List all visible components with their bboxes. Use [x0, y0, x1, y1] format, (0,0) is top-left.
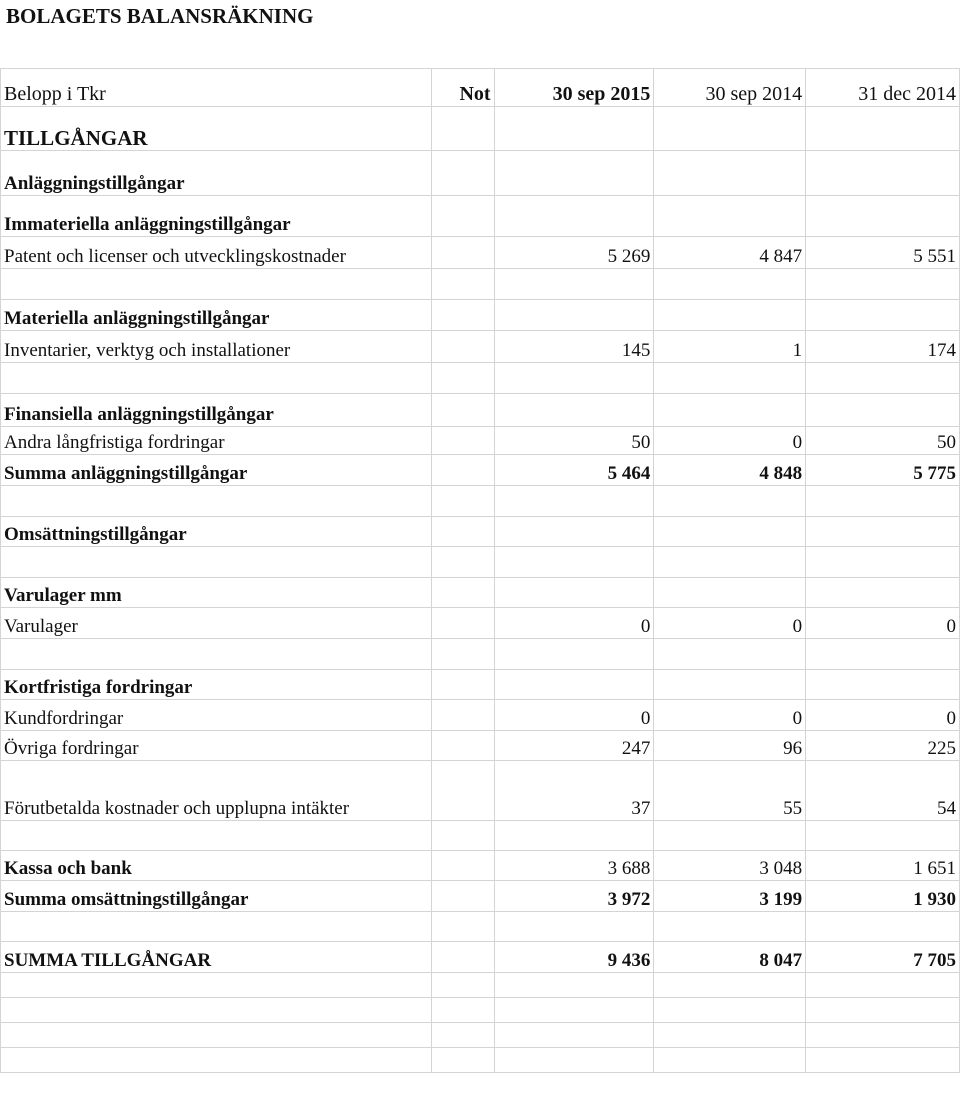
- row-label: [1, 821, 432, 851]
- value-30-sep-2014: 0: [654, 608, 806, 639]
- value-30-sep-2014: 0: [654, 427, 806, 455]
- value-30-sep-2015: [494, 547, 654, 578]
- value-30-sep-2015: [494, 269, 654, 300]
- header-row: [1, 69, 960, 107]
- note-cell: [431, 973, 494, 998]
- row-label: [1, 1048, 432, 1073]
- value-30-sep-2014: [654, 196, 806, 237]
- value-30-sep-2014: [654, 998, 806, 1023]
- value-31-dec-2014: [806, 578, 960, 608]
- value-31-dec-2014: 174: [806, 331, 960, 363]
- value-30-sep-2014: [654, 1023, 806, 1048]
- value-30-sep-2015: 247: [494, 731, 654, 761]
- note-cell: [431, 998, 494, 1023]
- value-31-dec-2014: 50: [806, 427, 960, 455]
- note-cell: [431, 731, 494, 761]
- note-cell: [431, 912, 494, 942]
- value-30-sep-2015: [494, 107, 654, 151]
- page-title: BOLAGETS BALANSRÄKNING: [6, 4, 314, 28]
- section-heading-row: [1, 394, 960, 427]
- row-label: Anläggningstillgångar: [1, 151, 432, 196]
- value-30-sep-2014: 3 048: [654, 851, 806, 881]
- header-col-31-dec-2014: 31 dec 2014: [806, 69, 960, 107]
- blank-row: [1, 269, 960, 300]
- value-30-sep-2015: [494, 639, 654, 670]
- row-label: [1, 639, 432, 670]
- value-31-dec-2014: [806, 269, 960, 300]
- value-30-sep-2015: 145: [494, 331, 654, 363]
- value-30-sep-2014: [654, 517, 806, 547]
- section-heading-row: [1, 578, 960, 608]
- value-30-sep-2015: 37: [494, 761, 654, 821]
- value-30-sep-2015: [494, 196, 654, 237]
- value-30-sep-2015: [494, 151, 654, 196]
- blank-row: [1, 639, 960, 670]
- blank-row: [1, 821, 960, 851]
- row-label: Övriga fordringar: [1, 731, 432, 761]
- total-row: [1, 942, 960, 973]
- note-cell: [431, 107, 494, 151]
- value-30-sep-2014: [654, 973, 806, 998]
- value-30-sep-2014: 0: [654, 700, 806, 731]
- value-31-dec-2014: [806, 151, 960, 196]
- note-cell: [431, 851, 494, 881]
- row-label: SUMMA TILLGÅNGAR: [1, 942, 432, 973]
- section-heading-row: [1, 107, 960, 151]
- row-label: Summa omsättningstillgångar: [1, 881, 432, 912]
- header-note: Not: [431, 69, 494, 107]
- row-label: [1, 547, 432, 578]
- note-cell: [431, 363, 494, 394]
- note-cell: [431, 237, 494, 269]
- note-cell: [431, 517, 494, 547]
- row-label: [1, 269, 432, 300]
- balance-sheet-body: [1, 69, 960, 1073]
- value-31-dec-2014: 0: [806, 608, 960, 639]
- value-30-sep-2015: [494, 578, 654, 608]
- value-30-sep-2014: [654, 639, 806, 670]
- value-30-sep-2014: [654, 912, 806, 942]
- value-31-dec-2014: [806, 486, 960, 517]
- value-30-sep-2015: [494, 363, 654, 394]
- row-label: [1, 998, 432, 1023]
- blank-row: [1, 547, 960, 578]
- value-30-sep-2014: 96: [654, 731, 806, 761]
- row-label: Immateriella anläggningstillgångar: [1, 196, 432, 237]
- value-30-sep-2015: 0: [494, 700, 654, 731]
- note-cell: [431, 331, 494, 363]
- row-label: [1, 363, 432, 394]
- value-30-sep-2015: [494, 300, 654, 331]
- value-31-dec-2014: 5 551: [806, 237, 960, 269]
- value-30-sep-2015: [494, 394, 654, 427]
- note-cell: [431, 486, 494, 517]
- value-31-dec-2014: 54: [806, 761, 960, 821]
- value-30-sep-2015: 50: [494, 427, 654, 455]
- value-30-sep-2014: [654, 151, 806, 196]
- value-30-sep-2015: 5 269: [494, 237, 654, 269]
- value-31-dec-2014: [806, 1023, 960, 1048]
- balance-sheet-table: [0, 68, 960, 1073]
- row-label: [1, 912, 432, 942]
- value-30-sep-2015: [494, 517, 654, 547]
- value-30-sep-2014: [654, 394, 806, 427]
- row-label: Kortfristiga fordringar: [1, 670, 432, 700]
- note-cell: [431, 821, 494, 851]
- note-cell: [431, 394, 494, 427]
- line-item-row: [1, 427, 960, 455]
- note-cell: [431, 578, 494, 608]
- row-label: [1, 973, 432, 998]
- line-item-row: [1, 608, 960, 639]
- value-31-dec-2014: [806, 363, 960, 394]
- value-31-dec-2014: [806, 394, 960, 427]
- value-30-sep-2014: 1: [654, 331, 806, 363]
- row-label: Finansiella anläggningstillgångar: [1, 394, 432, 427]
- section-heading-row: [1, 151, 960, 196]
- value-30-sep-2014: [654, 670, 806, 700]
- total-row: [1, 851, 960, 881]
- value-30-sep-2015: 3 688: [494, 851, 654, 881]
- value-30-sep-2014: [654, 363, 806, 394]
- value-30-sep-2015: [494, 1023, 654, 1048]
- value-31-dec-2014: [806, 547, 960, 578]
- value-30-sep-2014: 3 199: [654, 881, 806, 912]
- value-31-dec-2014: [806, 196, 960, 237]
- row-label: [1, 486, 432, 517]
- value-30-sep-2014: 4 847: [654, 237, 806, 269]
- header-amount-label: Belopp i Tkr: [1, 69, 432, 107]
- value-30-sep-2014: 55: [654, 761, 806, 821]
- note-cell: [431, 196, 494, 237]
- value-30-sep-2015: 0: [494, 608, 654, 639]
- blank-row: [1, 1023, 960, 1048]
- value-30-sep-2015: [494, 973, 654, 998]
- value-31-dec-2014: [806, 670, 960, 700]
- value-30-sep-2015: [494, 1048, 654, 1073]
- value-30-sep-2014: [654, 269, 806, 300]
- value-30-sep-2015: [494, 670, 654, 700]
- value-31-dec-2014: [806, 912, 960, 942]
- value-30-sep-2014: 8 047: [654, 942, 806, 973]
- blank-row: [1, 363, 960, 394]
- line-item-row: [1, 237, 960, 269]
- value-31-dec-2014: [806, 639, 960, 670]
- note-cell: [431, 670, 494, 700]
- value-30-sep-2014: 4 848: [654, 455, 806, 486]
- value-30-sep-2015: 9 436: [494, 942, 654, 973]
- value-31-dec-2014: 1 651: [806, 851, 960, 881]
- value-30-sep-2014: [654, 107, 806, 151]
- row-label: Summa anläggningstillgångar: [1, 455, 432, 486]
- note-cell: [431, 455, 494, 486]
- section-heading-row: [1, 300, 960, 331]
- blank-row: [1, 1048, 960, 1073]
- value-31-dec-2014: [806, 300, 960, 331]
- value-30-sep-2014: [654, 300, 806, 331]
- note-cell: [431, 427, 494, 455]
- note-cell: [431, 151, 494, 196]
- value-30-sep-2014: [654, 486, 806, 517]
- value-31-dec-2014: [806, 821, 960, 851]
- row-label: Omsättningstillgångar: [1, 517, 432, 547]
- value-31-dec-2014: [806, 1048, 960, 1073]
- note-cell: [431, 547, 494, 578]
- value-31-dec-2014: [806, 107, 960, 151]
- row-label: Patent och licenser och utvecklingskostnader: [1, 237, 432, 269]
- value-30-sep-2014: [654, 821, 806, 851]
- note-cell: [431, 300, 494, 331]
- value-30-sep-2015: [494, 998, 654, 1023]
- line-item-row: [1, 331, 960, 363]
- blank-row: [1, 486, 960, 517]
- value-30-sep-2015: [494, 912, 654, 942]
- note-cell: [431, 1048, 494, 1073]
- value-30-sep-2015: [494, 486, 654, 517]
- value-31-dec-2014: 1 930: [806, 881, 960, 912]
- row-label: Materiella anläggningstillgångar: [1, 300, 432, 331]
- row-label: Förutbetalda kostnader och upplupna intäkter: [1, 761, 432, 821]
- blank-row: [1, 912, 960, 942]
- value-31-dec-2014: 0: [806, 700, 960, 731]
- row-label: Andra långfristiga fordringar: [1, 427, 432, 455]
- value-31-dec-2014: 225: [806, 731, 960, 761]
- section-heading-row: [1, 196, 960, 237]
- note-cell: [431, 700, 494, 731]
- value-31-dec-2014: 7 705: [806, 942, 960, 973]
- total-row: [1, 881, 960, 912]
- row-label: [1, 1023, 432, 1048]
- note-cell: [431, 639, 494, 670]
- row-label: Varulager mm: [1, 578, 432, 608]
- line-item-row: [1, 700, 960, 731]
- note-cell: [431, 761, 494, 821]
- header-col-30-sep-2014: 30 sep 2014: [654, 69, 806, 107]
- row-label: Kassa och bank: [1, 851, 432, 881]
- row-label: Inventarier, verktyg och installationer: [1, 331, 432, 363]
- blank-row: [1, 973, 960, 998]
- value-31-dec-2014: [806, 998, 960, 1023]
- value-30-sep-2015: [494, 821, 654, 851]
- note-cell: [431, 881, 494, 912]
- section-heading-row: [1, 670, 960, 700]
- row-label: Varulager: [1, 608, 432, 639]
- row-label: TILLGÅNGAR: [1, 107, 432, 151]
- blank-row: [1, 998, 960, 1023]
- value-30-sep-2015: 3 972: [494, 881, 654, 912]
- note-cell: [431, 269, 494, 300]
- value-30-sep-2014: [654, 578, 806, 608]
- note-cell: [431, 608, 494, 639]
- value-31-dec-2014: [806, 517, 960, 547]
- value-30-sep-2015: 5 464: [494, 455, 654, 486]
- line-item-row: [1, 731, 960, 761]
- value-30-sep-2014: [654, 547, 806, 578]
- value-30-sep-2014: [654, 1048, 806, 1073]
- line-item-row: [1, 761, 960, 821]
- value-31-dec-2014: [806, 973, 960, 998]
- header-col-30-sep-2015: 30 sep 2015: [494, 69, 654, 107]
- total-row: [1, 455, 960, 486]
- value-31-dec-2014: 5 775: [806, 455, 960, 486]
- section-heading-row: [1, 517, 960, 547]
- note-cell: [431, 1023, 494, 1048]
- note-cell: [431, 942, 494, 973]
- row-label: Kundfordringar: [1, 700, 432, 731]
